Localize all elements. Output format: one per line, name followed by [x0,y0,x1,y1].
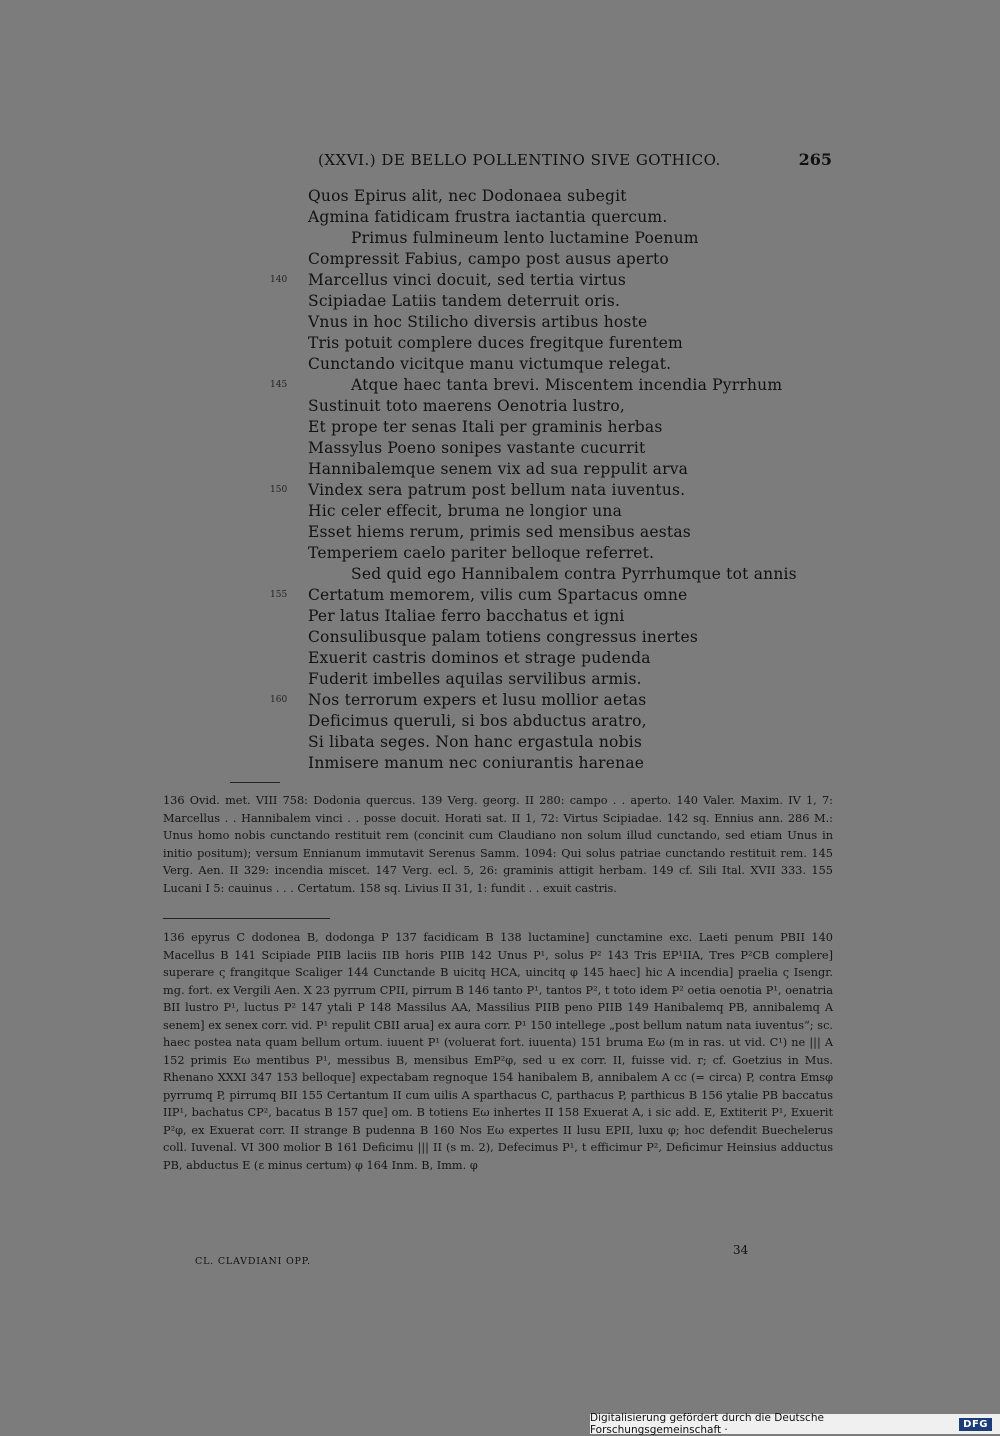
verse-line [270,417,830,438]
verse-line [270,753,830,774]
verse-line [270,606,830,627]
verse-line [270,333,830,354]
poem-text [270,186,830,774]
verse-text: Temperiem caelo pariter belloque referret. [308,544,655,562]
footer-signature-title: CL. CLAVDIANI OPP. [195,1256,311,1267]
verse-line [270,480,830,501]
critical-apparatus [163,929,833,1174]
verse-line [270,207,830,228]
verse-line [270,228,830,249]
verse-number: 140 [270,275,288,285]
verse-text: Hannibalemque senem vix ad sua reppulit arva [308,460,689,478]
verse-text: Esset hiems rerum, primis sed mensibus aestas [308,523,691,541]
verse-text: Compressit Fabius, campo post ausus aperto [308,250,669,268]
page-header [160,151,832,173]
verse-line [270,732,830,753]
verse-line [270,522,830,543]
verse-line [270,501,830,522]
verse-line [270,270,830,291]
verse-text: Nos terrorum expers et lusu mollior aetas [308,691,647,709]
testimonia-text: 136 Ovid. met. VIII 758: Dodonia quercus. 139 Verg. georg. II 280: campo . . aperto. 140 Valer. Maxim. IV 1, 7: Marcellus . . Hannibalem vinci . . posse docuit. Horati sat. II 1, 72: Virtus Scipiadae. 142 sq. Ennius ann. 286 M.: Unus homo nobis cunctando restituit rem (concinit cum Claudiano non solum illud cunctando, sed etiam Unus in initio positum); versum Ennianum immutavit Serenus Samm. 1094: Qui solus patriae cunctando restituit rem. 145 Verg. Aen. II 329: incendia miscet. 147 Verg. ecl. 5, 26: graminis attigit herbam. 149 cf. Sili Ital. XVII 333. 155 Lucani I 5: cauinus . . . Certatum. 158 sq. Livius II 31, 1: fundit . . exuit castris. [163,794,833,895]
dfg-funding-bar[interactable] [590,1414,1000,1434]
verse-text: Tris potuit complere duces fregitque furentem [308,334,683,352]
verse-text: Scipiadae Latiis tandem deterruit oris. [308,292,621,310]
verse-number: 150 [270,485,288,495]
verse-line [270,564,830,585]
verse-text: Massylus Poeno sonipes vastante cucurrit [308,439,646,457]
verse-text: Fuderit imbelles aquilas servilibus armis. [308,670,642,688]
verse-text: Deficimus queruli, si bos abductus aratro, [308,712,647,730]
verse-line [270,648,830,669]
verse-line [270,354,830,375]
verse-line [270,249,830,270]
verse-text: Quos Epirus alit, nec Dodonaea subegit [308,187,627,205]
verse-line [270,711,830,732]
verse-line [270,585,830,606]
verse-number: 160 [270,695,288,705]
verse-text: Per latus Italiae ferro bacchatus et igni [308,607,625,625]
verse-text: Cunctando vicitque manu victumque relegat. [308,355,672,373]
verse-line [270,459,830,480]
verse-text: Certatum memorem, vilis cum Spartacus omne [308,586,688,604]
verse-text: Consulibusque palam totiens congressus inertes [308,628,699,646]
verse-line [270,312,830,333]
verse-line [270,690,830,711]
apparatus-text: 136 epyrus C dodonea B, dodonga P 137 facidicam B 138 luctamine] cunctamine exc. Laeti penum PBII 140 Macellus B 141 Scipiade PIIB laciis IIB horis PIIB 142 Unus P¹, solus P² 143 Tris EP¹IIA, Tres P²CB complere] superare ς frangitque Scaliger 144 Cunctande B uicitq HCA, uincitq φ 145 haec] hic A incendia] praelia ς Isengr. mg. fort. ex Vergili Aen. X 23 pyrrum CPII, pirrum B 146 tanto P¹, tantos P², t toto idem P² oetia oenotia P¹, oenatria BII lustro P¹, luctus P² 147 ytali P 148 Massilus AA, Massilius PIIB peno PIIB 149 Hanibalemq PB, annibalemq A senem] ex senex corr. vid. P¹ repulit CBII arua] ex aura corr. P¹ 150 intellege „post bellum natum nata iuventus“; sc. haec postea nata quam bellum ortum. iuuent P¹ (voluerat fort. iuuenta) 151 bruma Eω (m in ras. ut vid. C¹) ne ||| A 152 primis Eω mentibus P¹, messibus B, mensibus EmP²φ, sed u ex corr. II, fuisse vid. r; cf. Goetzius in Mus. Rhenano XXXI 347 153 belloque] expectabam regnoque 154 hanibalem B, annibalem A cc (= circa) P, contra Emsφ pyrrumq P, pirrumq BII 155 Certantum II cum uilis A sparthacus C, parthacus P, parthicus B 156 ytalie PB baccatus IIP¹, bachatus CP², bacatus B 157 que] om. B totiens Eω inhertes II 158 Exuerat A, i sic add. E, Extiterit P¹, Exuerit P²φ, ex Exuerat corr. II strange B pudenna B 160 Nos Eω expertes II lusu EPII, luxu φ; hoc defendit Buechelerus coll. Iuvenal. VI 300 molior B 161 Deficimu ||| II (s m. 2), Defecimus P¹, t efficimur P², Deficimur Heinsius adductus PB, abductus E (ε minus certum) φ 164 Inm. B, Imm. φ [163,931,833,1172]
verse-text: Et prope ter senas Itali per graminis herbas [308,418,663,436]
verse-text: Agmina fatidicam frustra iactantia quercum. [308,208,668,226]
verse-line [270,627,830,648]
page-number: 265 [798,150,832,169]
testimonia-notes [163,792,833,897]
footer-signature-number: 34 [733,1243,749,1257]
verse-number: 145 [270,380,288,390]
verse-number: 155 [270,590,288,600]
verse-text: Si libata seges. Non hanc ergastula nobis [308,733,643,751]
verse-text: Exuerit castris dominos et strage pudenda [308,649,651,667]
verse-line [270,186,830,207]
verse-text: Inmisere manum nec coniurantis harenae [308,754,645,772]
dfg-logo-icon[interactable]: DFG [959,1418,992,1431]
verse-line [270,543,830,564]
verse-text: Marcellus vinci docuit, sed tertia virtus [308,271,627,289]
verse-text: Vindex sera patrum post bellum nata iuventus. [308,481,686,499]
divider-rule [230,782,280,783]
divider-rule [163,918,330,919]
verse-text: Sustinuit toto maerens Oenotria lustro, [308,397,625,415]
verse-text: Primus fulmineum lento luctamine Poenum [351,229,699,247]
verse-text: Vnus in hoc Stilicho diversis artibus hoste [308,313,648,331]
verse-line [270,291,830,312]
verse-text: Atque haec tanta brevi. Miscentem incendia Pyrrhum [351,376,783,394]
verse-line [270,375,830,396]
dfg-funding-text: Digitalisierung gefördert durch die Deutsche Forschungsgemeinschaft · [590,1412,824,1436]
verse-line [270,396,830,417]
verse-text: Sed quid ego Hannibalem contra Pyrrhumque tot annis [351,565,797,583]
running-title: (XXVI.) DE BELLO POLLENTINO SIVE GOTHICO. [318,151,721,169]
verse-line [270,438,830,459]
verse-text: Hic celer effecit, bruma ne longior una [308,502,623,520]
verse-line [270,669,830,690]
